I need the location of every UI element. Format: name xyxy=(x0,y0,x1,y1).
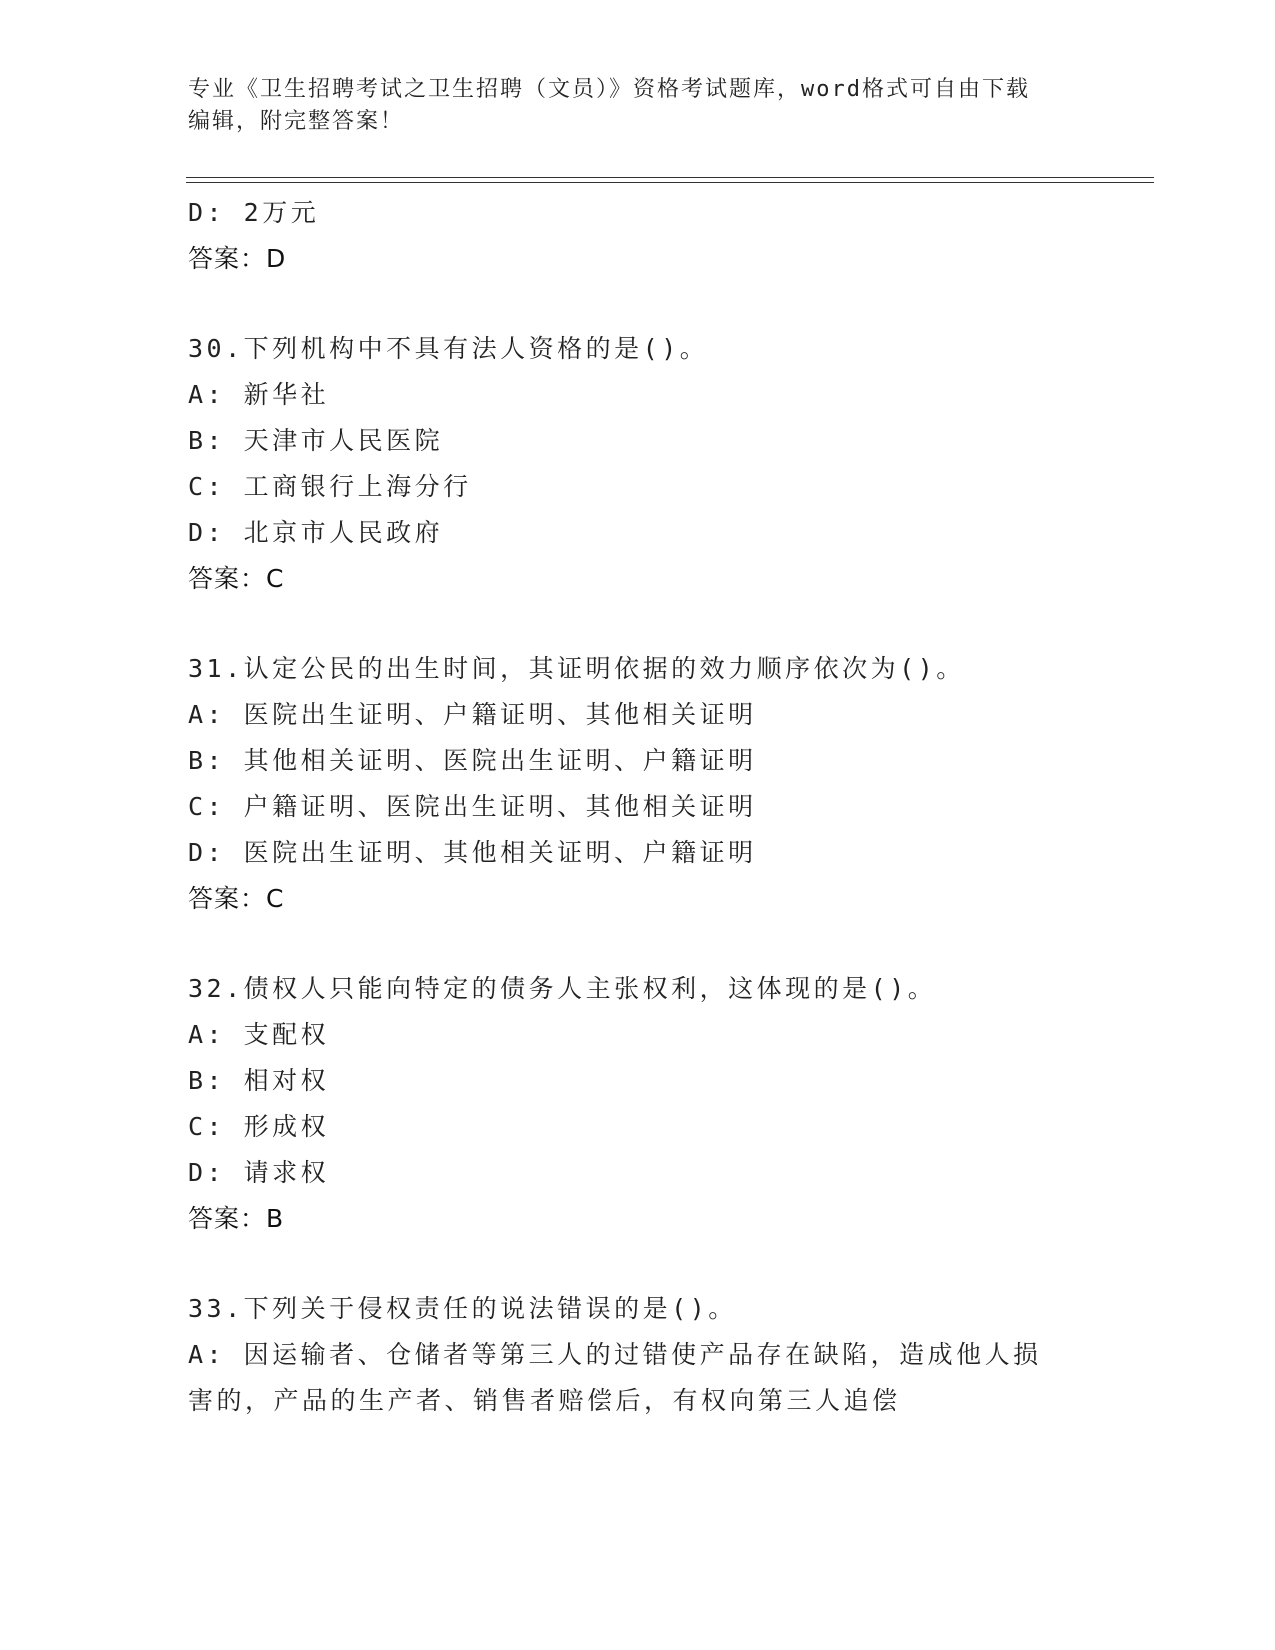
option-c: C: 形成权 xyxy=(188,1112,330,1141)
answer-line: 答案：C xyxy=(188,564,285,593)
option-c: C: 工商银行上海分行 xyxy=(188,472,472,501)
previous-question-tail xyxy=(188,190,1088,282)
header-line-2: 编辑，附完整答案！ xyxy=(188,109,405,134)
header-line-1: 专业《卫生招聘考试之卫生招聘（文员）》资格考试题库，word格式可自由下载 xyxy=(188,77,1030,102)
option-a: A: 支配权 xyxy=(188,1020,330,1049)
answer-line: 答案：B xyxy=(188,1204,285,1233)
question-stem: 32.债权人只能向特定的债务人主张权利，这体现的是()。 xyxy=(188,974,937,1003)
option-a: A: 新华社 xyxy=(188,380,330,409)
option-b: B: 其他相关证明、医院出生证明、户籍证明 xyxy=(188,746,757,775)
option-d: D: 请求权 xyxy=(188,1158,330,1187)
question-31 xyxy=(188,646,1088,922)
option-b: B: 相对权 xyxy=(188,1066,330,1095)
answer-line: 答案：C xyxy=(188,884,285,913)
spacer xyxy=(188,1242,1088,1286)
answer-line: 答案：D xyxy=(188,244,287,273)
option-a: A: 因运输者、仓储者等第三人的过错使产品存在缺陷，造成他人损害的，产品的生产者、销售者赔偿后，有权向第三人追偿 xyxy=(188,1340,1042,1415)
question-33 xyxy=(188,1286,1088,1424)
option-c: C: 户籍证明、医院出生证明、其他相关证明 xyxy=(188,792,757,821)
header-divider-top xyxy=(186,177,1154,178)
question-stem: 31.认定公民的出生时间，其证明依据的效力顺序依次为()。 xyxy=(188,654,965,683)
question-30 xyxy=(188,326,1088,602)
option-d: D: 北京市人民政府 xyxy=(188,518,444,547)
document-header xyxy=(188,74,1088,138)
question-stem: 30.下列机构中不具有法人资格的是()。 xyxy=(188,334,709,363)
option-a: A: 医院出生证明、户籍证明、其他相关证明 xyxy=(188,700,757,729)
option-d: D: 2万元 xyxy=(188,198,320,227)
question-32 xyxy=(188,966,1088,1242)
option-d: D: 医院出生证明、其他相关证明、户籍证明 xyxy=(188,838,757,867)
spacer xyxy=(188,282,1088,326)
header-divider-bottom xyxy=(186,182,1154,183)
option-b: B: 天津市人民医院 xyxy=(188,426,444,455)
spacer xyxy=(188,922,1088,966)
question-list xyxy=(188,190,1088,1424)
spacer xyxy=(188,602,1088,646)
question-stem: 33.下列关于侵权责任的说法错误的是()。 xyxy=(188,1294,737,1323)
